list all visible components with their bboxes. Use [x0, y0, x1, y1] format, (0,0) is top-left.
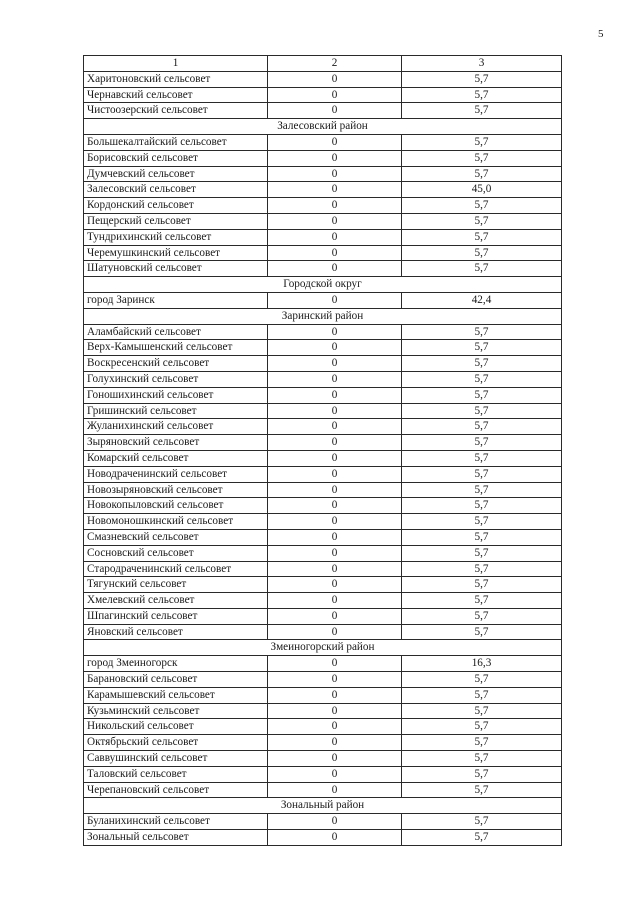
table-row [84, 371, 562, 387]
municipality-name-cell: Смазневский сельсовет [84, 529, 268, 545]
municipality-name-cell: Новозыряновский сельсовет [84, 482, 268, 498]
value-column-3-cell: 5,7 [402, 356, 562, 372]
section-title: Змеиногорский район [84, 640, 562, 656]
table-header-row [84, 56, 562, 72]
table-row [84, 719, 562, 735]
table-row [84, 608, 562, 624]
value-column-3-cell: 5,7 [402, 150, 562, 166]
value-column-2-cell: 0 [268, 229, 402, 245]
municipality-name-cell: Никольский сельсовет [84, 719, 268, 735]
section-header-row [84, 277, 562, 293]
municipality-name-cell: Думчевский сельсовет [84, 166, 268, 182]
municipality-name-cell: Новодраченинский сельсовет [84, 466, 268, 482]
municipality-name-cell: Зыряновский сельсовет [84, 435, 268, 451]
value-column-2-cell: 0 [268, 166, 402, 182]
table-row [84, 87, 562, 103]
municipality-name-cell: Буланихинский сельсовет [84, 814, 268, 830]
value-column-2-cell: 0 [268, 482, 402, 498]
value-column-3-cell: 5,7 [402, 387, 562, 403]
value-column-3-cell: 5,7 [402, 403, 562, 419]
value-column-3-cell: 5,7 [402, 577, 562, 593]
value-column-2-cell: 0 [268, 766, 402, 782]
section-header-row [84, 798, 562, 814]
table-row [84, 435, 562, 451]
municipality-name-cell: Таловский сельсовет [84, 766, 268, 782]
value-column-3-cell: 5,7 [402, 371, 562, 387]
municipality-name-cell: Комарский сельсовет [84, 450, 268, 466]
value-column-2-cell: 0 [268, 545, 402, 561]
value-column-3-cell: 5,7 [402, 419, 562, 435]
value-column-3-cell: 5,7 [402, 87, 562, 103]
municipality-name-cell: Аламбайский сельсовет [84, 324, 268, 340]
municipality-name-cell: Жуланихинский сельсовет [84, 419, 268, 435]
section-title: Заринский район [84, 308, 562, 324]
value-column-2-cell: 0 [268, 514, 402, 530]
section-header-row [84, 640, 562, 656]
value-column-2-cell: 0 [268, 419, 402, 435]
value-column-2-cell: 0 [268, 324, 402, 340]
value-column-3-cell: 5,7 [402, 229, 562, 245]
table-row [84, 166, 562, 182]
municipality-name-cell: Черемушкинский сельсовет [84, 245, 268, 261]
value-column-2-cell: 0 [268, 403, 402, 419]
table-body [84, 56, 562, 846]
municipality-name-cell: Зональный сельсовет [84, 830, 268, 846]
municipality-name-cell: Барановский сельсовет [84, 672, 268, 688]
municipality-name-cell: Кузьминский сельсовет [84, 703, 268, 719]
municipality-name-cell: Шпагинский сельсовет [84, 608, 268, 624]
value-column-3-cell: 5,7 [402, 735, 562, 751]
table-row [84, 198, 562, 214]
value-column-2-cell: 0 [268, 751, 402, 767]
page-number: 5 [598, 28, 604, 40]
table-row [84, 751, 562, 767]
value-column-2-cell: 0 [268, 292, 402, 308]
value-column-2-cell: 0 [268, 87, 402, 103]
table-row [84, 450, 562, 466]
value-column-2-cell: 0 [268, 782, 402, 798]
section-header-row [84, 119, 562, 135]
municipality-name-cell: Сосновский сельсовет [84, 545, 268, 561]
municipality-name-cell: Карамышевский сельсовет [84, 687, 268, 703]
header-cell-1: 1 [84, 56, 268, 72]
value-column-3-cell: 5,7 [402, 482, 562, 498]
table-row [84, 656, 562, 672]
value-column-2-cell: 0 [268, 198, 402, 214]
value-column-2-cell: 0 [268, 529, 402, 545]
municipality-name-cell: Шатуновский сельсовет [84, 261, 268, 277]
municipality-name-cell: Гришинский сельсовет [84, 403, 268, 419]
municipality-name-cell: Кордонский сельсовет [84, 198, 268, 214]
value-column-3-cell: 5,7 [402, 324, 562, 340]
value-column-3-cell: 5,7 [402, 198, 562, 214]
value-column-3-cell: 5,7 [402, 782, 562, 798]
value-column-2-cell: 0 [268, 103, 402, 119]
value-column-2-cell: 0 [268, 356, 402, 372]
table-row [84, 182, 562, 198]
value-column-3-cell: 5,7 [402, 103, 562, 119]
municipality-name-cell: Большекалтайский сельсовет [84, 134, 268, 150]
value-column-3-cell: 5,7 [402, 261, 562, 277]
section-title: Залесовский район [84, 119, 562, 135]
table-row [84, 814, 562, 830]
municipality-name-cell: Гоношихинский сельсовет [84, 387, 268, 403]
value-column-2-cell: 0 [268, 672, 402, 688]
municipality-name-cell: Тундрихинский сельсовет [84, 229, 268, 245]
value-column-3-cell: 5,7 [402, 245, 562, 261]
value-column-2-cell: 0 [268, 814, 402, 830]
municipality-name-cell: Стародраченинский сельсовет [84, 561, 268, 577]
value-column-3-cell: 5,7 [402, 814, 562, 830]
table-row [84, 482, 562, 498]
municipality-name-cell: Тягунский сельсовет [84, 577, 268, 593]
municipality-name-cell: город Заринск [84, 292, 268, 308]
value-column-3-cell: 5,7 [402, 340, 562, 356]
table-row [84, 134, 562, 150]
value-column-2-cell: 0 [268, 703, 402, 719]
table-row [84, 103, 562, 119]
value-column-3-cell: 5,7 [402, 545, 562, 561]
value-column-2-cell: 0 [268, 561, 402, 577]
value-column-3-cell: 5,7 [402, 498, 562, 514]
value-column-3-cell: 5,7 [402, 529, 562, 545]
table-row [84, 766, 562, 782]
table-row [84, 624, 562, 640]
section-title: Городской округ [84, 277, 562, 293]
table-row [84, 71, 562, 87]
data-table [83, 55, 562, 846]
municipality-name-cell: Новомоношкинский сельсовет [84, 514, 268, 530]
table-row [84, 419, 562, 435]
table-row [84, 529, 562, 545]
value-column-2-cell: 0 [268, 498, 402, 514]
table-row [84, 356, 562, 372]
value-column-3-cell: 42,4 [402, 292, 562, 308]
value-column-2-cell: 0 [268, 387, 402, 403]
table-row [84, 672, 562, 688]
table-row [84, 782, 562, 798]
table-row [84, 245, 562, 261]
table-row [84, 577, 562, 593]
value-column-2-cell: 0 [268, 261, 402, 277]
value-column-2-cell: 0 [268, 466, 402, 482]
table-row [84, 150, 562, 166]
value-column-2-cell: 0 [268, 656, 402, 672]
table-row [84, 545, 562, 561]
value-column-3-cell: 5,7 [402, 608, 562, 624]
value-column-2-cell: 0 [268, 687, 402, 703]
value-column-3-cell: 5,7 [402, 687, 562, 703]
municipality-name-cell: Залесовский сельсовет [84, 182, 268, 198]
table-row [84, 387, 562, 403]
value-column-2-cell: 0 [268, 134, 402, 150]
value-column-3-cell: 5,7 [402, 703, 562, 719]
municipality-name-cell: Чернавский сельсовет [84, 87, 268, 103]
table-row [84, 261, 562, 277]
value-column-2-cell: 0 [268, 577, 402, 593]
table-row [84, 561, 562, 577]
value-column-3-cell: 5,7 [402, 466, 562, 482]
value-column-3-cell: 5,7 [402, 672, 562, 688]
value-column-3-cell: 16,3 [402, 656, 562, 672]
table-row [84, 735, 562, 751]
header-cell-2: 2 [268, 56, 402, 72]
value-column-2-cell: 0 [268, 71, 402, 87]
value-column-3-cell: 5,7 [402, 71, 562, 87]
municipality-name-cell: Черепановский сельсовет [84, 782, 268, 798]
value-column-3-cell: 5,7 [402, 435, 562, 451]
municipality-name-cell: Харитоновский сельсовет [84, 71, 268, 87]
value-column-3-cell: 5,7 [402, 514, 562, 530]
municipality-name-cell: Верх-Камышенский сельсовет [84, 340, 268, 356]
table-row [84, 324, 562, 340]
municipality-name-cell: город Змеиногорск [84, 656, 268, 672]
value-column-3-cell: 5,7 [402, 593, 562, 609]
value-column-3-cell: 45,0 [402, 182, 562, 198]
table-row [84, 687, 562, 703]
table-row [84, 213, 562, 229]
table-row [84, 466, 562, 482]
municipality-name-cell: Октябрьский сельсовет [84, 735, 268, 751]
value-column-3-cell: 5,7 [402, 134, 562, 150]
table-row [84, 514, 562, 530]
value-column-2-cell: 0 [268, 340, 402, 356]
table-row [84, 229, 562, 245]
value-column-2-cell: 0 [268, 624, 402, 640]
table-row [84, 292, 562, 308]
municipality-name-cell: Саввушинский сельсовет [84, 751, 268, 767]
value-column-3-cell: 5,7 [402, 166, 562, 182]
table-row [84, 403, 562, 419]
table-row [84, 830, 562, 846]
value-column-3-cell: 5,7 [402, 751, 562, 767]
municipality-name-cell: Борисовский сельсовет [84, 150, 268, 166]
municipality-name-cell: Новокопыловский сельсовет [84, 498, 268, 514]
value-column-2-cell: 0 [268, 608, 402, 624]
table-row [84, 593, 562, 609]
value-column-3-cell: 5,7 [402, 624, 562, 640]
municipality-name-cell: Чистоозерский сельсовет [84, 103, 268, 119]
table-row [84, 703, 562, 719]
value-column-2-cell: 0 [268, 830, 402, 846]
municipality-name-cell: Яновский сельсовет [84, 624, 268, 640]
value-column-2-cell: 0 [268, 450, 402, 466]
municipality-name-cell: Хмелевский сельсовет [84, 593, 268, 609]
municipality-name-cell: Пещерский сельсовет [84, 213, 268, 229]
value-column-3-cell: 5,7 [402, 450, 562, 466]
table-row [84, 498, 562, 514]
value-column-3-cell: 5,7 [402, 561, 562, 577]
value-column-2-cell: 0 [268, 435, 402, 451]
value-column-2-cell: 0 [268, 719, 402, 735]
value-column-3-cell: 5,7 [402, 830, 562, 846]
value-column-3-cell: 5,7 [402, 719, 562, 735]
value-column-2-cell: 0 [268, 245, 402, 261]
header-cell-3: 3 [402, 56, 562, 72]
table-row [84, 340, 562, 356]
value-column-2-cell: 0 [268, 735, 402, 751]
municipality-name-cell: Голухинский сельсовет [84, 371, 268, 387]
value-column-3-cell: 5,7 [402, 213, 562, 229]
value-column-2-cell: 0 [268, 150, 402, 166]
section-header-row [84, 308, 562, 324]
value-column-2-cell: 0 [268, 371, 402, 387]
value-column-2-cell: 0 [268, 213, 402, 229]
municipality-name-cell: Воскресенский сельсовет [84, 356, 268, 372]
value-column-3-cell: 5,7 [402, 766, 562, 782]
value-column-2-cell: 0 [268, 182, 402, 198]
section-title: Зональный район [84, 798, 562, 814]
value-column-2-cell: 0 [268, 593, 402, 609]
